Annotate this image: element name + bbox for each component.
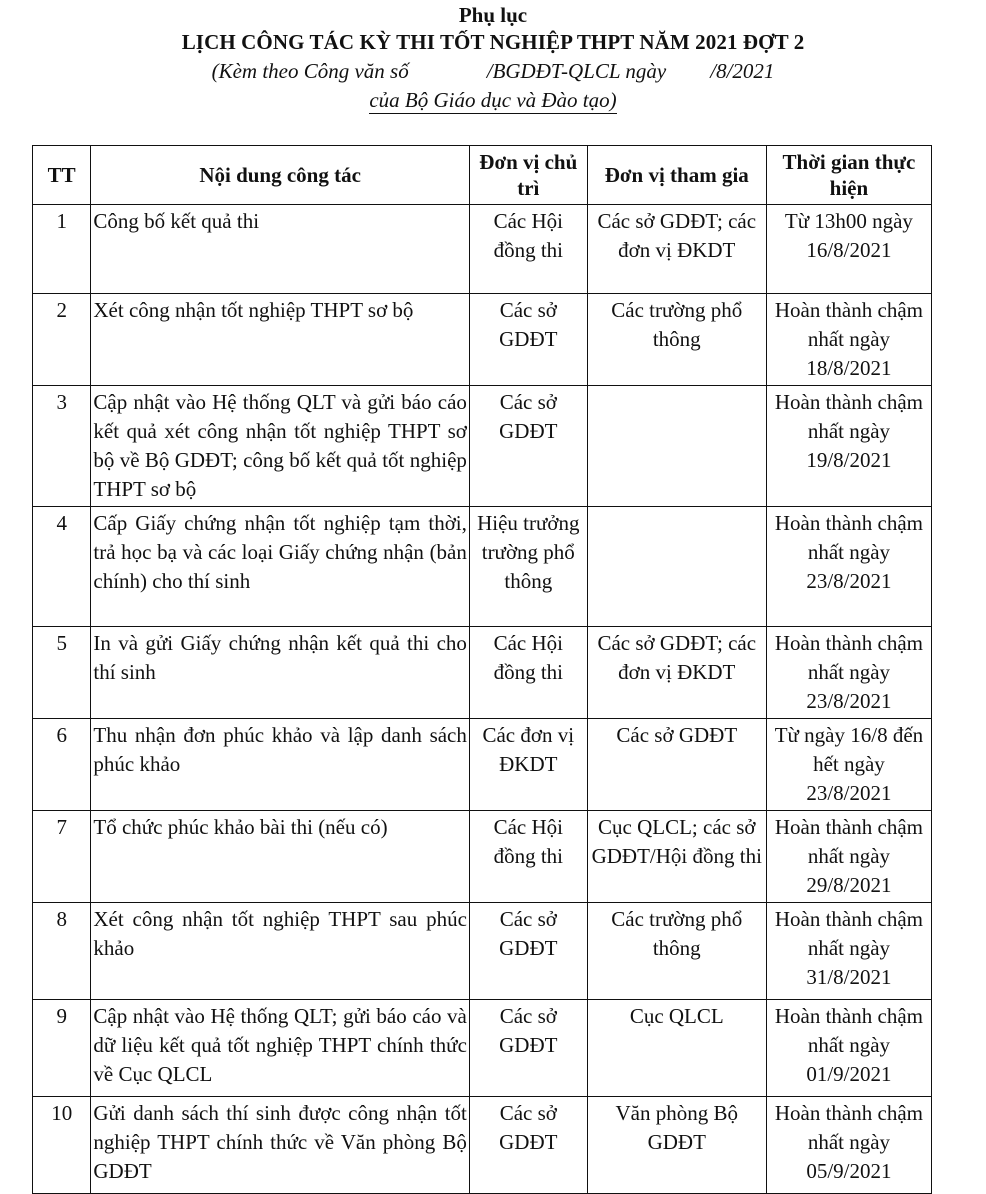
task-content: Cập nhật vào Hệ thống QLT; gửi báo cáo và dữ liệu kết quả tốt nghiệp THPT chính thức về Cục QLCL (91, 1000, 470, 1097)
task-content: Gửi danh sách thí sinh được công nhận tốt nghiệp THPT chính thức về Văn phòng Bộ GDĐT (91, 1097, 470, 1194)
host-unit: Các sở GDĐT (469, 903, 587, 1000)
task-content: Cấp Giấy chứng nhận tốt nghiệp tạm thời, trả học bạ và các loại Giấy chứng nhận (bản chính) cho thí sinh (91, 507, 470, 627)
task-content: Thu nhận đơn phúc khảo và lập danh sách phúc khảo (91, 719, 470, 811)
document-subtitle (0, 56, 986, 86)
task-content: Xét công nhận tốt nghiệp THPT sau phúc khảo (91, 903, 470, 1000)
table-row (33, 205, 932, 294)
host-unit: Các đơn vị ĐKDT (469, 719, 587, 811)
time-frame: Hoàn thành chậm nhất ngày 18/8/2021 (766, 294, 931, 386)
subtitle-part-2: /BGDĐT-QLCL ngày (486, 59, 667, 83)
row-number: 10 (33, 1097, 91, 1194)
table-row (33, 903, 932, 1000)
row-number: 3 (33, 386, 91, 507)
header-host: Đơn vị chủ trì (469, 146, 587, 205)
row-number: 2 (33, 294, 91, 386)
task-content: In và gửi Giấy chứng nhận kết quả thi cho thí sinh (91, 627, 470, 719)
time-frame: Hoàn thành chậm nhất ngày 31/8/2021 (766, 903, 931, 1000)
participating-units: Cục QLCL (587, 1000, 766, 1097)
host-unit: Các Hội đồng thi (469, 627, 587, 719)
row-number: 6 (33, 719, 91, 811)
host-unit: Các sở GDĐT (469, 294, 587, 386)
time-frame: Từ ngày 16/8 đến hết ngày 23/8/2021 (766, 719, 931, 811)
task-content: Tổ chức phúc khảo bài thi (nếu có) (91, 811, 470, 903)
time-frame: Từ 13h00 ngày 16/8/2021 (766, 205, 931, 294)
table-row (33, 627, 932, 719)
issuer-text: của Bộ Giáo dục và Đào tạo) (369, 88, 617, 112)
host-unit: Hiệu trưởng trường phổ thông (469, 507, 587, 627)
document-subtitle-line-2 (0, 86, 986, 114)
row-number: 4 (33, 507, 91, 627)
time-frame: Hoàn thành chậm nhất ngày 05/9/2021 (766, 1097, 931, 1194)
table-header-row (33, 146, 932, 205)
header-content: Nội dung công tác (91, 146, 470, 205)
participating-units: Các sở GDĐT (587, 719, 766, 811)
document-title: LỊCH CÔNG TÁC KỲ THI TỐT NGHIỆP THPT NĂM 2021 ĐỢT 2 (181, 30, 805, 54)
schedule-table (32, 145, 932, 1194)
participating-units: Cục QLCL; các sở GDĐT/Hội đồng thi (587, 811, 766, 903)
participating-units: Các trường phổ thông (587, 903, 766, 1000)
participating-units: Các trường phổ thông (587, 294, 766, 386)
row-number: 5 (33, 627, 91, 719)
appendix-label: Phụ lục (458, 3, 528, 27)
task-content: Công bố kết quả thi (91, 205, 470, 294)
host-unit: Các sở GDĐT (469, 386, 587, 507)
participating-units: Các sở GDĐT; các đơn vị ĐKDT (587, 627, 766, 719)
row-number: 1 (33, 205, 91, 294)
time-frame: Hoàn thành chậm nhất ngày 19/8/2021 (766, 386, 931, 507)
table-row (33, 811, 932, 903)
row-number: 9 (33, 1000, 91, 1097)
participating-units (587, 386, 766, 507)
row-number: 7 (33, 811, 91, 903)
task-content: Xét công nhận tốt nghiệp THPT sơ bộ (91, 294, 470, 386)
task-content: Cập nhật vào Hệ thống QLT và gửi báo cáo kết quả xét công nhận tốt nghiệp THPT sơ bộ về Bộ GDĐT; công bố kết quả tốt nghiệp THPT sơ bộ (91, 386, 470, 507)
participating-units: Các sở GDĐT; các đơn vị ĐKDT (587, 205, 766, 294)
header-tt: TT (33, 146, 91, 205)
host-unit: Các Hội đồng thi (469, 811, 587, 903)
table-row (33, 386, 932, 507)
participating-units: Văn phòng Bộ GDĐT (587, 1097, 766, 1194)
host-unit: Các sở GDĐT (469, 1097, 587, 1194)
participating-units (587, 507, 766, 627)
table-row (33, 1097, 932, 1194)
subtitle-part-1: (Kèm theo Công văn số (211, 59, 409, 83)
header-time: Thời gian thực hiện (766, 146, 931, 205)
time-frame: Hoàn thành chậm nhất ngày 23/8/2021 (766, 507, 931, 627)
host-unit: Các Hội đồng thi (469, 205, 587, 294)
subtitle-part-3: /8/2021 (710, 59, 775, 83)
table-row (33, 294, 932, 386)
time-frame: Hoàn thành chậm nhất ngày 29/8/2021 (766, 811, 931, 903)
row-number: 8 (33, 903, 91, 1000)
time-frame: Hoàn thành chậm nhất ngày 23/8/2021 (766, 627, 931, 719)
header-participants: Đơn vị tham gia (587, 146, 766, 205)
table-row (33, 1000, 932, 1097)
document-header (0, 2, 986, 114)
table-row (33, 719, 932, 811)
host-unit: Các sở GDĐT (469, 1000, 587, 1097)
table-row (33, 507, 932, 627)
time-frame: Hoàn thành chậm nhất ngày 01/9/2021 (766, 1000, 931, 1097)
